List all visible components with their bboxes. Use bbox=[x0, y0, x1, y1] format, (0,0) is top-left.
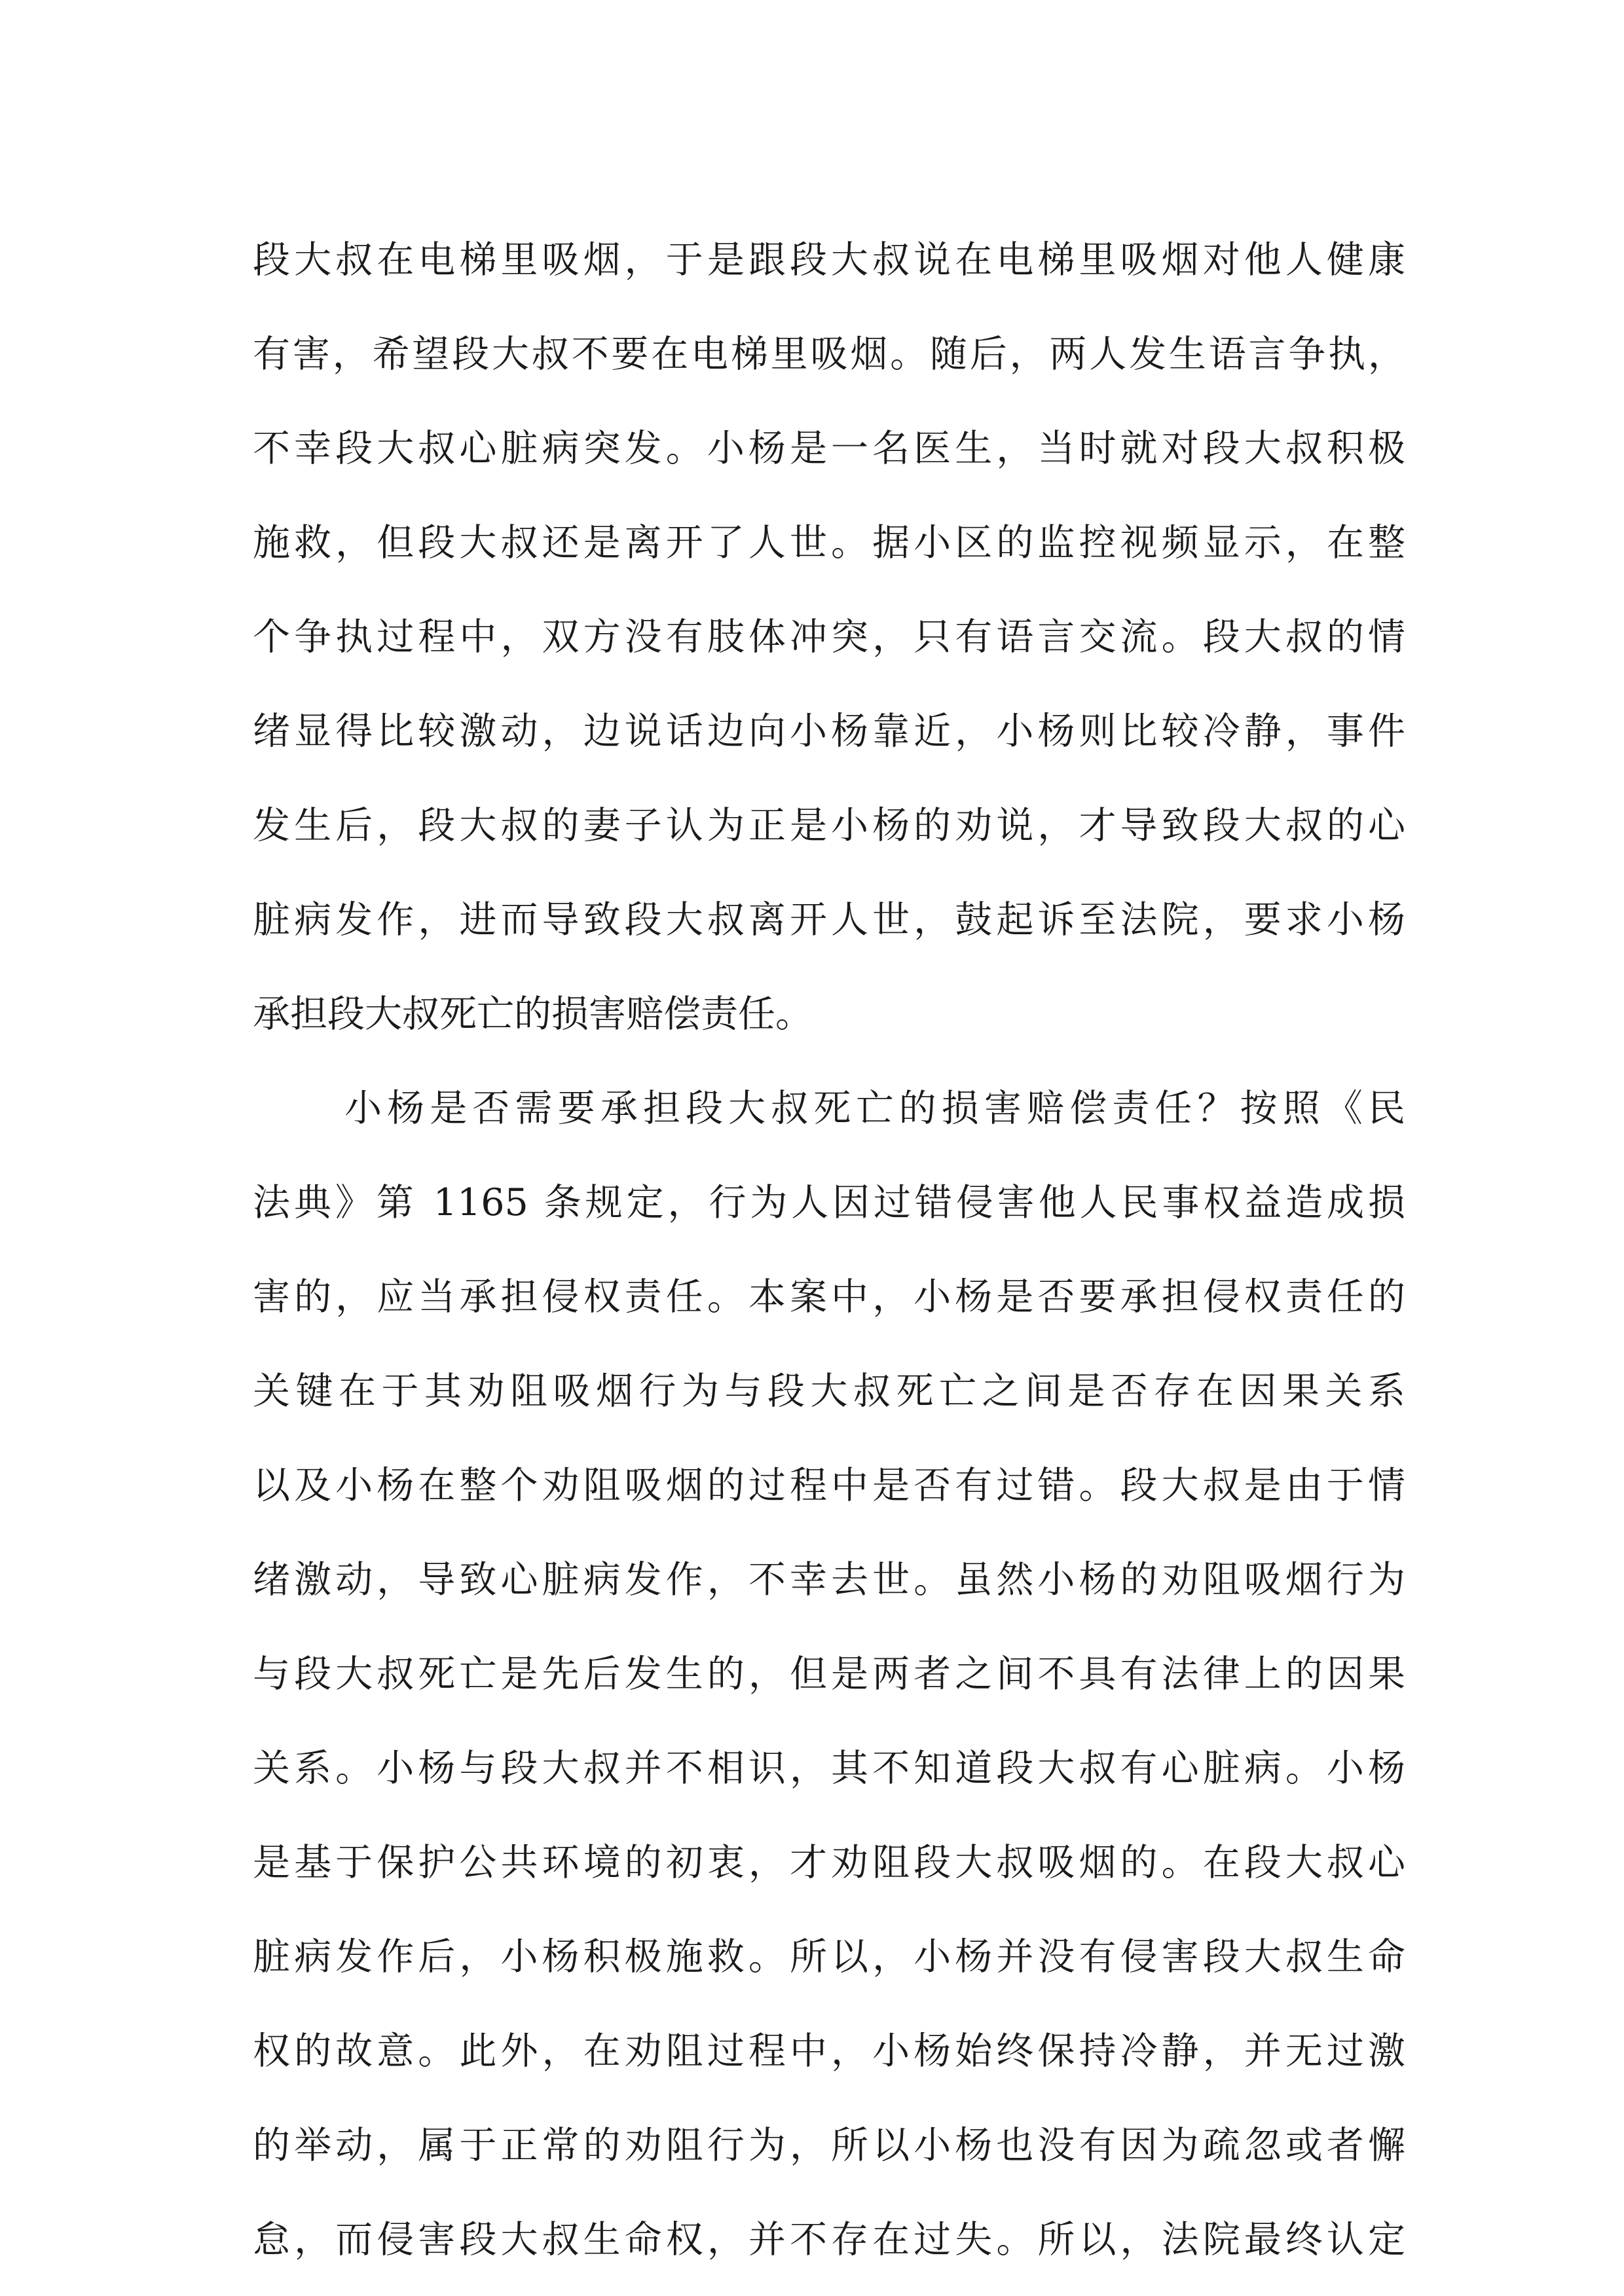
text-line: 害的，应当承担侵权责任。本案中，小杨是否要承担侵权责任的 bbox=[253, 1275, 1405, 1319]
text-line: 脏病发作，进而导致段大叔离开人世，鼓起诉至法院，要求小杨 bbox=[253, 898, 1405, 941]
text-line: 是基于保护公共环境的初衷，才劝阻段大叔吸烟的。在段大叔心 bbox=[253, 1841, 1405, 1884]
text-line: 段大叔在电梯里吸烟，于是跟段大叔说在电梯里吸烟对他人健康 bbox=[253, 238, 1405, 282]
text-line: 的举动，属于正常的劝阻行为，所以小杨也没有因为疏忽或者懈 bbox=[253, 2124, 1405, 2167]
text-line: 不幸段大叔心脏病突发。小杨是一名医生，当时就对段大叔积极 bbox=[253, 427, 1405, 470]
text-line: 绪显得比较激动，边说话边向小杨靠近，小杨则比较冷静，事件 bbox=[253, 710, 1405, 753]
text-line: 权的故意。此外，在劝阻过程中，小杨始终保持冷静，并无过激 bbox=[253, 2030, 1405, 2073]
text-line: 承担段大叔死亡的损害赔偿责任。 bbox=[253, 993, 813, 1036]
text-line: 发生后，段大叔的妻子认为正是小杨的劝说，才导致段大叔的心 bbox=[253, 804, 1405, 847]
text-line: 施救，但段大叔还是离开了人世。据小区的监控视频显示，在整 bbox=[253, 521, 1405, 564]
text-line: 怠，而侵害段大叔生命权，并不存在过失。所以，法院最终认定 bbox=[253, 2218, 1405, 2261]
text-line: 以及小杨在整个劝阻吸烟的过程中是否有过错。段大叔是由于情 bbox=[253, 1464, 1405, 1507]
paragraph-1 bbox=[253, 213, 1405, 1061]
text-line: 小杨是否需要承担段大叔死亡的损害赔偿责任？按照《民 bbox=[344, 1087, 1405, 1130]
text-line: 脏病发作后，小杨积极施救。所以，小杨并没有侵害段大叔生命 bbox=[253, 1935, 1405, 1978]
document-body bbox=[253, 213, 1405, 2287]
text-line: 法典》第 1165 条规定，行为人因过错侵害他人民事权益造成损 bbox=[253, 1181, 1405, 1224]
paragraph-2 bbox=[253, 1061, 1405, 2287]
text-line: 有害，希望段大叔不要在电梯里吸烟。随后，两人发生语言争执， bbox=[253, 333, 1405, 376]
text-line: 绪激动，导致心脏病发作，不幸去世。虽然小杨的劝阻吸烟行为 bbox=[253, 1558, 1405, 1601]
text-line: 关键在于其劝阻吸烟行为与段大叔死亡之间是否存在因果关系 bbox=[253, 1370, 1405, 1413]
text-line: 与段大叔死亡是先后发生的，但是两者之间不具有法律上的因果 bbox=[253, 1652, 1405, 1696]
text-line: 个争执过程中，双方没有肢体冲突，只有语言交流。段大叔的情 bbox=[253, 615, 1405, 659]
text-line: 关系。小杨与段大叔并不相识，其不知道段大叔有心脏病。小杨 bbox=[253, 1747, 1405, 1790]
